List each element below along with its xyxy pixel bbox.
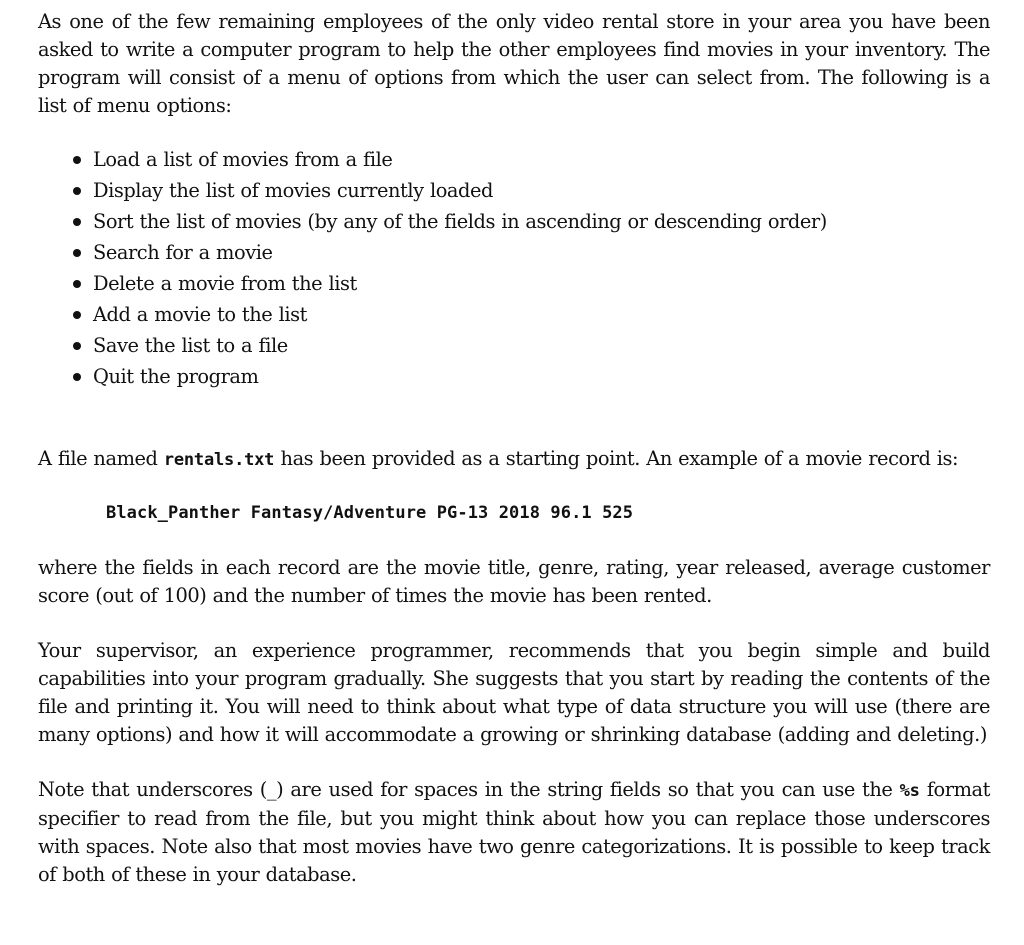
list-item-text: Load a list of movies from a file <box>93 148 393 171</box>
list-item-text: Quit the program <box>93 365 259 388</box>
file-paragraph-before: A file named <box>38 447 164 470</box>
document-page <box>38 8 990 889</box>
list-item <box>38 330 990 361</box>
note-paragraph <box>38 776 990 889</box>
bullet-icon <box>73 249 81 257</box>
bullet-icon <box>73 373 81 381</box>
list-item-text: Sort the list of movies (by any of the fields in ascending or descending order) <box>93 210 827 233</box>
fields-paragraph: where the fields in each record are the movie title, genre, rating, year released, average customer score (out of 100) and the number of times the movie has been rented. <box>38 556 990 607</box>
list-item <box>38 361 990 392</box>
intro-paragraph: As one of the few remaining employees of the only video rental store in your area you have been asked to write a computer program to help the other employees find movies in your inventory. The program will consist of a menu of options from which the user can select from. The following is a list of menu options: <box>38 10 990 117</box>
list-item-text: Display the list of movies currently loaded <box>93 179 493 202</box>
bullet-icon <box>73 342 81 350</box>
bullet-icon <box>73 280 81 288</box>
bullet-icon <box>73 187 81 195</box>
list-item-text: Save the list to a file <box>93 334 288 357</box>
file-paragraph-after: has been provided as a starting point. An example of a movie record is: <box>274 447 959 470</box>
list-item <box>38 299 990 330</box>
bullet-icon <box>73 311 81 319</box>
list-item-text: Delete a movie from the list <box>93 272 357 295</box>
list-item <box>38 237 990 268</box>
supervisor-paragraph: Your supervisor, an experience programmer, recommends that you begin simple and build capabilities into your program gradually. She suggests that you start by reading the contents of the file and printing it. You will need to think about what type of data structure you will use (there are many options) and how it will accommodate a growing or shrinking database (adding and deleting.) <box>38 639 990 746</box>
list-item <box>38 206 990 237</box>
bullet-icon <box>73 218 81 226</box>
list-item-text: Search for a movie <box>93 241 273 264</box>
list-item <box>38 144 990 175</box>
menu-options-list <box>38 144 990 392</box>
record-example: Black_Panther Fantasy/Adventure PG-13 2018 96.1 525 <box>106 503 634 523</box>
filename: rentals.txt <box>163 450 275 470</box>
file-paragraph <box>38 445 990 474</box>
format-specifier: %s <box>899 781 920 801</box>
bullet-icon <box>73 156 81 164</box>
list-item-text: Add a movie to the list <box>93 303 307 326</box>
note-paragraph-after: format specifier to read from the file, but you might think about how you can replace those underscores with spaces. Note also that most movies have two genre categorizations. It is possible to keep track of both of these in your database. <box>38 778 990 886</box>
list-item <box>38 268 990 299</box>
list-item <box>38 175 990 206</box>
note-paragraph-before: Note that underscores (_) are used for spaces in the string fields so that you can use the <box>38 778 900 801</box>
